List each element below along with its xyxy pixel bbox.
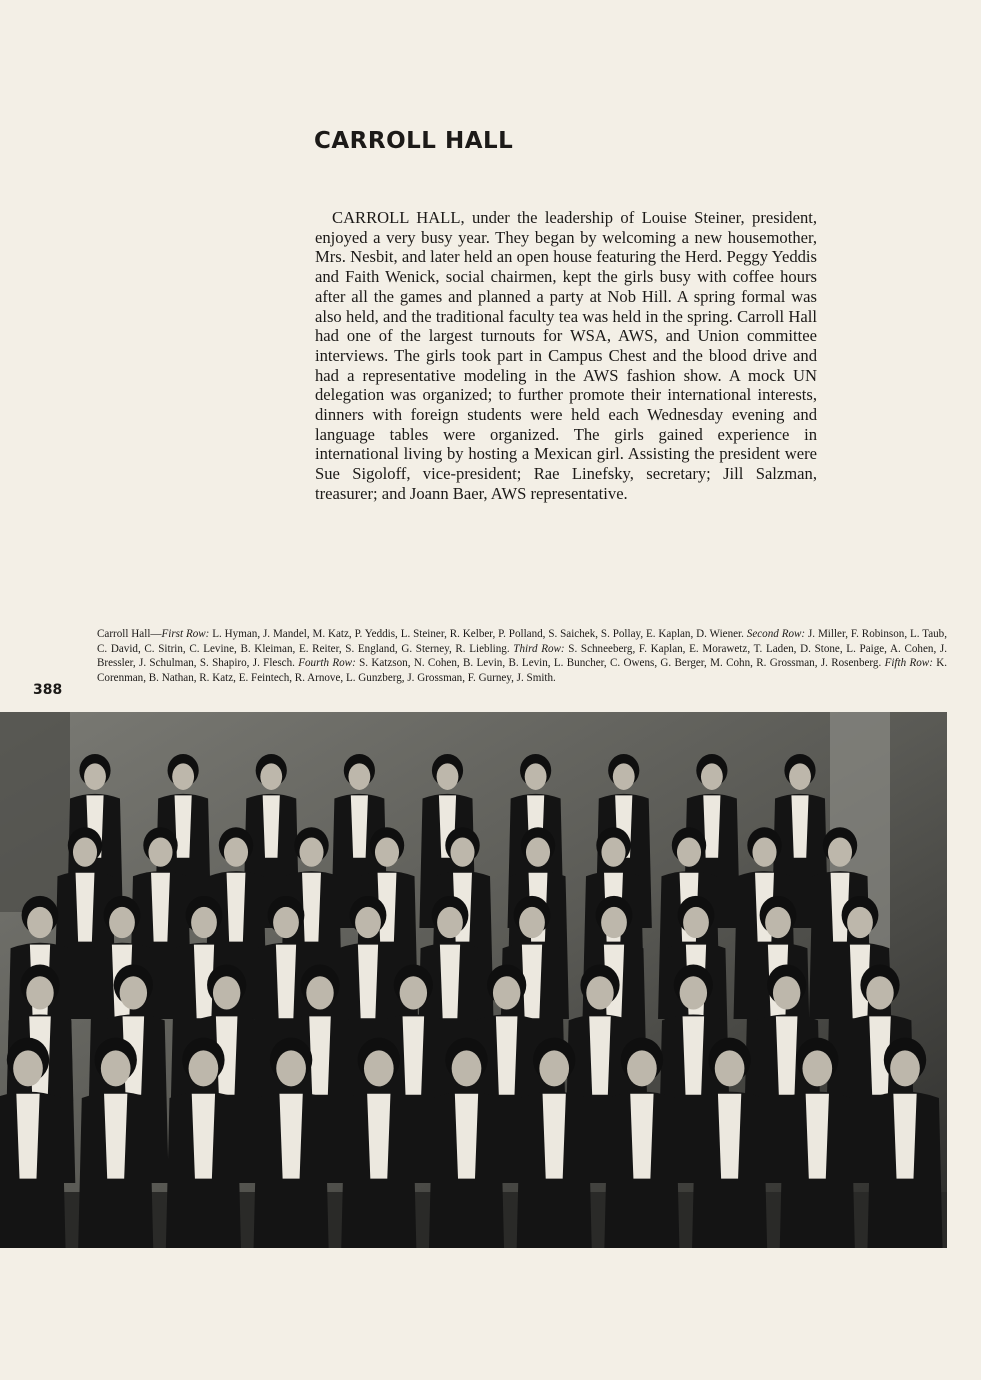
face-shape <box>680 976 707 1009</box>
face-shape <box>866 976 893 1009</box>
blouse-shape <box>279 1094 302 1179</box>
face-shape <box>493 976 520 1009</box>
face-shape <box>715 1050 745 1086</box>
face-shape <box>847 907 873 938</box>
blouse-shape <box>367 1094 390 1179</box>
face-shape <box>73 838 97 867</box>
face-shape <box>299 838 323 867</box>
blouse-shape <box>496 1016 518 1094</box>
face-shape <box>189 1050 219 1086</box>
blouse-shape <box>806 1094 829 1179</box>
blouse-shape <box>263 795 280 857</box>
caption-row-label: Fifth Row: <box>884 657 933 670</box>
caption-row-names: S. Katzson, N. Cohen, B. Levin, B. Levin, L. Buncher, C. Owens, G. Berger, M. Cohn, R. Grossman, J. Rosenberg. <box>355 657 885 670</box>
face-shape <box>276 1050 306 1086</box>
face-shape <box>701 763 723 790</box>
caption-group: Carroll Hall— <box>97 628 162 640</box>
face-shape <box>613 763 635 790</box>
blouse-shape <box>76 873 95 942</box>
face-shape <box>260 763 282 790</box>
blouse-shape <box>683 1016 705 1094</box>
face-shape <box>627 1050 657 1086</box>
face-shape <box>586 976 613 1009</box>
face-shape <box>601 838 625 867</box>
face-shape <box>890 1050 920 1086</box>
face-shape <box>773 976 800 1009</box>
blouse-shape <box>403 1016 425 1094</box>
face-shape <box>109 907 135 938</box>
blouse-shape <box>104 1094 127 1179</box>
face-shape <box>148 838 172 867</box>
page-number: 388 <box>33 682 63 698</box>
blouse-shape <box>16 1094 39 1179</box>
caption-row-names: S. Schneeberg, F. Kaplan, E. Morawetz, T. Laden, D. Stone, L. Paige, A. Cohen, J. Bressler, J. Schulman, S. Shapiro, J. Flesch. <box>97 642 947 670</box>
caption-row-label: Second Row: <box>746 628 806 640</box>
blouse-shape <box>589 1016 611 1094</box>
blouse-shape <box>791 795 808 857</box>
blouse-shape <box>227 873 246 942</box>
face-shape <box>437 763 459 790</box>
face-shape <box>84 763 106 790</box>
photo-caption <box>97 627 947 685</box>
face-shape <box>828 838 852 867</box>
caption-row-label: Fourth Row: <box>298 657 356 670</box>
face-shape <box>364 1050 394 1086</box>
face-shape <box>348 763 370 790</box>
face-shape <box>191 907 217 938</box>
caption-row-label: First Row: <box>161 628 210 640</box>
face-shape <box>213 976 240 1009</box>
face-shape <box>400 976 427 1009</box>
face-shape <box>224 838 248 867</box>
face-shape <box>525 763 547 790</box>
face-shape <box>802 1050 832 1086</box>
face-shape <box>683 907 709 938</box>
face-shape <box>765 907 791 938</box>
caption-row-names: L. Hyman, J. Mandel, M. Katz, P. Yeddis, L. Steiner, R. Kelber, P. Polland, S. Saichek, S. Pollay, E. Kaplan, D. Wiener. <box>209 628 747 640</box>
face-shape <box>27 907 53 938</box>
blouse-shape <box>630 1094 653 1179</box>
face-shape <box>677 838 701 867</box>
face-shape <box>450 838 474 867</box>
blouse-shape <box>276 945 296 1019</box>
caption-row-names: K. Corenman, B. Nathan, R. Katz, E. Feintech, R. Arnove, L. Gunzberg, J. Grossman, F. Gurney, J. Smith. <box>97 657 947 684</box>
face-shape <box>355 907 381 938</box>
face-shape <box>375 838 399 867</box>
blouse-shape <box>455 1094 478 1179</box>
face-shape <box>306 976 333 1009</box>
article-body: CARROLL HALL, under the leadership of Louise Steiner, president, enjoyed a very busy year. They began by welcoming a new housemother, Mrs. Nesbit, and later held an open house featuring the Herd. Peggy Yeddis and Faith Wenick, social chairmen, kept the girls busy with coffee hours after all the games and planned a party at Nob Hill. A spring formal was also held, and the traditional faculty tea was held in the spring. Carroll Hall had one of the largest turnouts for WSA, AWS, and Union committee interviews. The girls took part in Campus Chest and the blood drive and had a representative modeling in the AWS fashion show. A mock UN delegation was organized; to further promote their international interests, dinners with foreign students were held each Wednesday evening and language tables were organized. The girls gained experience in international living by hosting a Mexican girl. Assisting the president were Sue Sigoloff, vice-president; Rae Linefsky, secretary; Jill Salzman, treasurer; and Joann Baer, AWS representative. <box>315 208 817 503</box>
blouse-shape <box>776 1016 798 1094</box>
blouse-shape <box>440 945 460 1019</box>
blouse-shape <box>309 1016 331 1094</box>
blouse-shape <box>351 795 368 857</box>
face-shape <box>789 763 811 790</box>
caption-row-names: J. Miller, F. Robinson, L. Taub, C. David, C. Sitrin, C. Levine, B. Kleiman, E. Reiter, S. England, G. Sterney, R. Liebling. <box>97 628 947 655</box>
face-shape <box>26 976 53 1009</box>
face-shape <box>519 907 545 938</box>
face-shape <box>101 1050 131 1086</box>
face-shape <box>172 763 194 790</box>
face-shape <box>526 838 550 867</box>
blouse-shape <box>718 1094 741 1179</box>
blouse-shape <box>192 1094 215 1179</box>
caption-row-label: Third Row: <box>513 642 565 655</box>
face-shape <box>273 907 299 938</box>
face-shape <box>120 976 147 1009</box>
blouse-shape <box>543 1094 566 1179</box>
blouse-shape <box>358 945 378 1019</box>
face-shape <box>452 1050 482 1086</box>
face-shape <box>13 1050 43 1086</box>
group-photo <box>0 712 947 1248</box>
blouse-shape <box>893 1094 916 1179</box>
face-shape <box>601 907 627 938</box>
face-shape <box>752 838 776 867</box>
group-photo-illustration <box>0 712 947 1248</box>
page-title: CARROLL HALL <box>314 128 514 154</box>
face-shape <box>437 907 463 938</box>
blouse-shape <box>151 873 170 942</box>
blouse-shape <box>302 873 321 942</box>
face-shape <box>539 1050 569 1086</box>
